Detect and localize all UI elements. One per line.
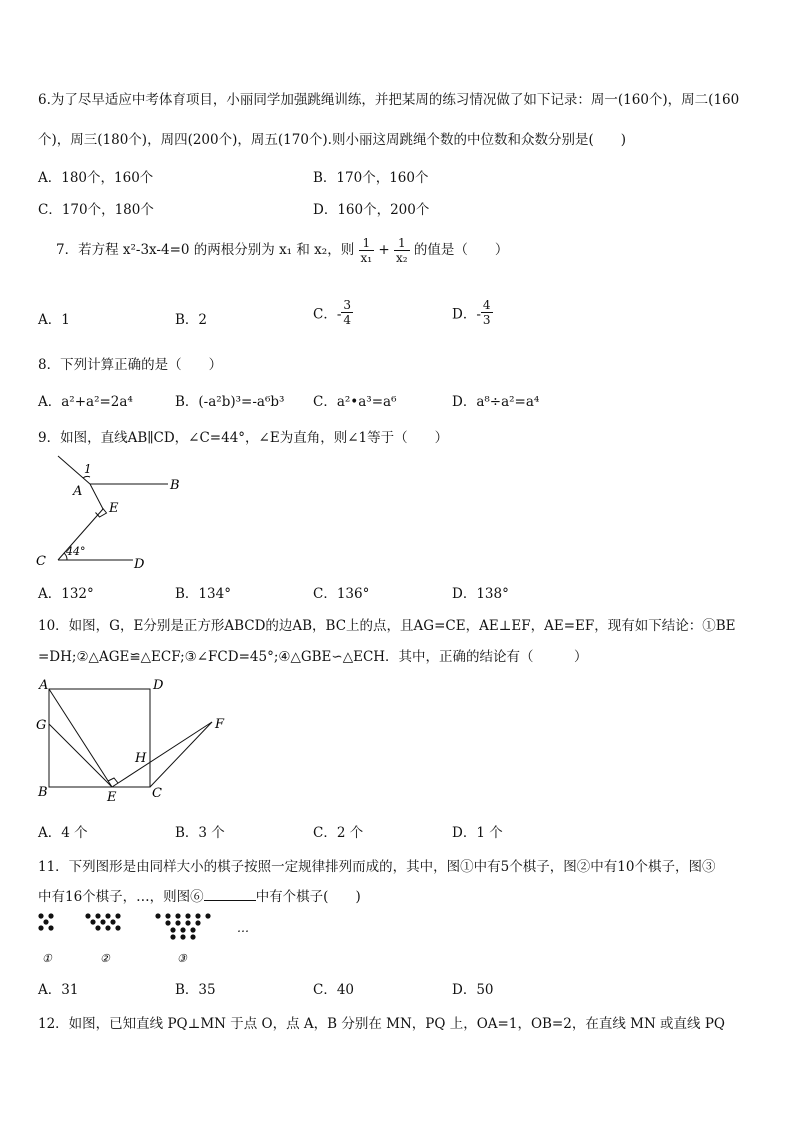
q9-label-a: A [73, 484, 83, 499]
q10-label-d: D [153, 678, 164, 693]
q11-pattern-3 [155, 913, 210, 939]
q7-option-d-fraction [481, 298, 493, 327]
q11-option-a: A．31 [38, 982, 79, 998]
q9-stem: 9．如图，直线AB∥CD，∠C=44°，∠E为直角，则∠1等于（ ） [38, 430, 449, 446]
q9-label-angle-44: 44° [66, 545, 86, 558]
q7-option-c-prefix: C．- [313, 306, 342, 323]
q9-option-b: B．134° [175, 586, 231, 602]
q10-option-d: D．1 个 [452, 825, 503, 841]
q11-option-c: C．40 [313, 982, 355, 998]
q7-fraction-2-den: x₂ [395, 251, 408, 265]
q9-label-c: C [36, 554, 46, 569]
q7-stem-post: 的值是（ ） [413, 242, 509, 258]
q7-option-a: A．1 [38, 312, 70, 328]
q10-label-f: F [215, 717, 225, 732]
q10-option-c: C．2 个 [313, 825, 364, 841]
q11-label-1: ① [42, 952, 52, 965]
q7-stem [56, 236, 508, 265]
q10-line-cf [150, 722, 212, 787]
q9-option-a: A．132° [38, 586, 94, 602]
q7-option-b: B．2 [175, 312, 208, 328]
q9-label-1: 1 [84, 462, 92, 476]
q11-stem-line1: 11．下列图形是由同样大小的棋子按照一定规律排列而成的，其中，图①中有5个棋子，图②中有10个棋子，图③ [38, 859, 716, 875]
q7-option-c-num: 3 [343, 298, 352, 312]
q8-option-a: A．a²+a²=2a⁴ [38, 394, 133, 410]
q7-option-d-den: 3 [482, 313, 491, 327]
q11-stem-line2-post: 中有个棋子( ) [255, 889, 361, 905]
q6-option-d: D．160个，200个 [313, 202, 430, 218]
q9-angle-1-arc [83, 476, 90, 478]
q10-line-ae [49, 689, 112, 787]
q6-option-b: B．170个，160个 [313, 170, 429, 186]
q10-label-h: H [135, 751, 147, 766]
q10-line-ef [112, 722, 212, 787]
q6-option-a: A．180个，160个 [38, 170, 154, 186]
q10-label-c: C [152, 786, 162, 801]
q10-line-ge [49, 724, 112, 787]
q11-stem-line2 [38, 885, 361, 905]
q8-option-c: C．a²•a³=a⁶ [313, 394, 397, 410]
q11-blank [204, 888, 256, 901]
q10-stem-line2: =DH;②△AGE≌△ECF;③∠FCD=45°;④△GBE∽△ECH．其中，正确的结论有（ ） [38, 649, 588, 665]
q7-fraction-1 [359, 236, 375, 265]
q10-label-e: E [107, 790, 117, 804]
q10-stem-line1: 10．如图，G，E分别是正方形ABCD的边AB，BC上的点，且AG=CE，AE⊥EF，AE=EF，现有如下结论：①BE [38, 618, 736, 634]
q10-label-g: G [36, 718, 47, 733]
q9-option-d: D．138° [452, 586, 509, 602]
q11-stem-line2-pre: 中有16个棋子，…，则图⑥ [38, 889, 204, 905]
q7-fraction-2 [394, 236, 410, 265]
q6-stem-line1: 6.为了尽早适应中考体育项目，小丽同学加强跳绳训练，并把某周的练习情况做了如下记录：周一(160个)，周二(160 [38, 92, 740, 108]
q11-option-d: D．50 [452, 982, 494, 998]
q9-figure [30, 450, 200, 575]
q10-label-b: B [38, 785, 48, 800]
q11-label-3: ③ [177, 952, 187, 965]
q7-option-d-prefix: D．- [452, 306, 481, 323]
q7-fraction-1-den: x₁ [360, 251, 373, 265]
q12-stem-line1: 12．如图，已知直线 PQ⊥MN 于点 O，点 A，B 分别在 MN，PQ 上，OA=1，OB=2，在直线 MN 或直线 PQ [38, 1016, 725, 1032]
q7-option-d [452, 298, 493, 327]
q11-pattern-1 [38, 913, 53, 930]
q7-option-c-den: 4 [343, 313, 352, 327]
q10-option-b: B．3 个 [175, 825, 225, 841]
q9-label-b: B [170, 478, 180, 493]
q9-line-ae [90, 484, 103, 509]
q10-figure [32, 672, 232, 804]
q9-label-e: E [109, 501, 119, 516]
q7-fraction-1-num: 1 [359, 236, 375, 251]
q7-option-c [313, 298, 353, 327]
q7-stem-pre: 7．若方程 x²-3x-4=0 的两根分别为 x₁ 和 x₂，则 [56, 242, 355, 258]
q7-option-d-num: 4 [482, 298, 491, 312]
q11-option-b: B．35 [175, 982, 216, 998]
q9-label-d: D [134, 557, 145, 572]
q7-plus: + [378, 242, 390, 258]
q11-pattern-2 [85, 913, 120, 930]
q11-ellipsis: … [237, 921, 249, 935]
q11-figure [32, 910, 262, 970]
q6-option-c: C．170个，180个 [38, 202, 154, 218]
q7-fraction-2-num: 1 [394, 236, 410, 251]
q8-stem: 8．下列计算正确的是（ ） [38, 357, 223, 373]
q6-stem-line2: 个)，周三(180个)，周四(200个)，周五(170个).则小丽这周跳绳个数的中位数和众数分别是( ) [38, 132, 626, 148]
q7-option-c-fraction [341, 298, 353, 327]
q9-option-c: C．136° [313, 586, 370, 602]
q10-label-a: A [39, 678, 49, 693]
q8-option-d: D．a⁸÷a²=a⁴ [452, 394, 540, 410]
q8-option-b: B．(-a²b)³=-a⁶b³ [175, 394, 285, 410]
q11-label-2: ② [100, 952, 110, 965]
q10-option-a: A．4 个 [38, 825, 88, 841]
